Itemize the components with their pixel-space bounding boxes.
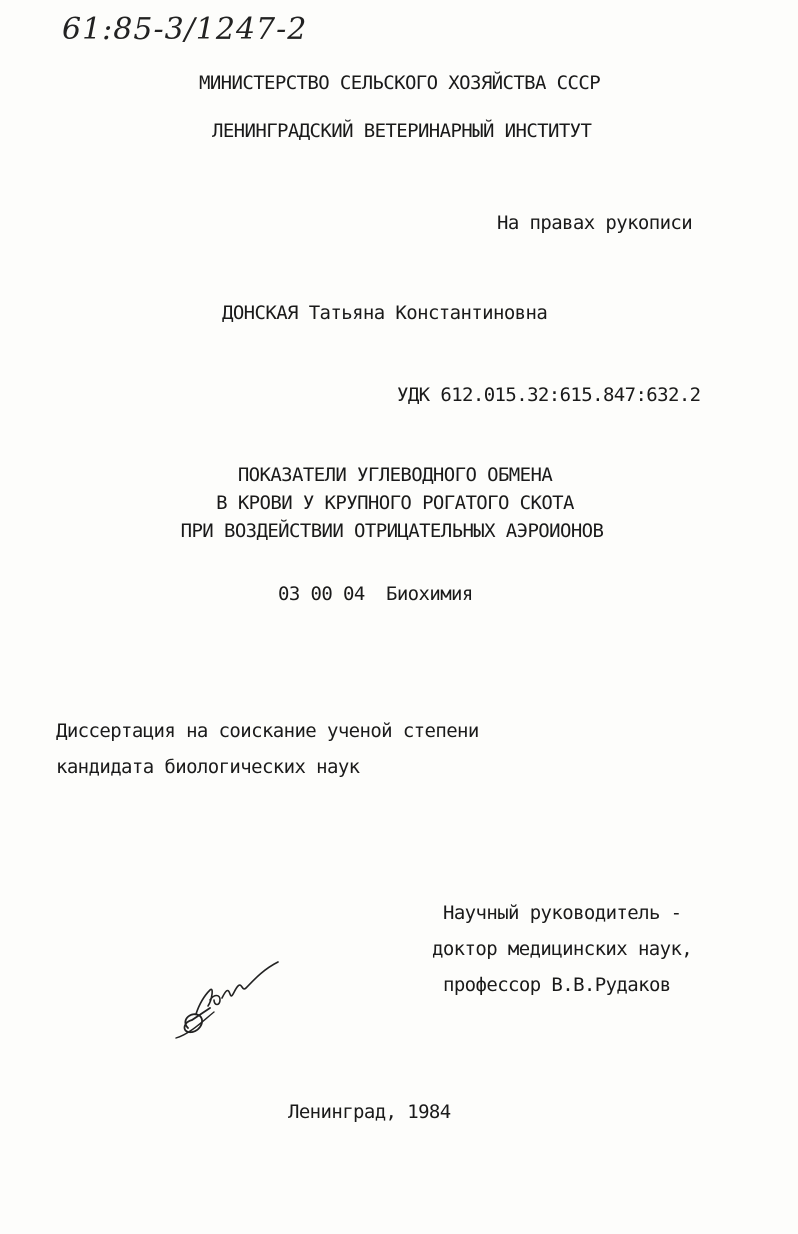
archive-code-handwritten: 61:85-3/1247-2 — [62, 12, 308, 47]
dissertation-title-line-2: В КРОВИ У КРУПНОГО РОГАТОГО СКОТА — [216, 492, 574, 514]
supervisor-line-3: профессор В.В.Рудаков — [443, 974, 671, 996]
institute-heading: ЛЕНИНГРАДСКИЙ ВЕТЕРИНАРНЫЙ ИНСТИТУТ — [212, 120, 592, 142]
place-and-year: Ленинград, 1984 — [288, 1101, 451, 1123]
manuscript-note: На правах рукописи — [497, 212, 693, 234]
specialty-code: 03 00 04 — [278, 583, 365, 605]
author-name: ДОНСКАЯ Татьяна Константиновна — [222, 302, 548, 324]
ministry-heading: МИНИСТЕРСТВО СЕЛЬСКОГО ХОЗЯЙСТВА СССР — [199, 72, 601, 94]
degree-line-1: Диссертация на соискание ученой степени — [56, 720, 479, 742]
signature-image — [170, 950, 290, 1045]
degree-line-2: кандидата биологических наук — [56, 756, 360, 778]
specialty-name: Биохимия — [386, 583, 473, 605]
dissertation-title-line-3: ПРИ ВОЗДЕЙСТВИИ ОТРИЦАТЕЛЬНЫХ АЭРОИОНОВ — [180, 520, 604, 542]
udc-code: УДК 612.015.32:615.847:632.2 — [397, 384, 701, 406]
dissertation-title-line-1: ПОКАЗАТЕЛИ УГЛЕВОДНОГО ОБМЕНА — [237, 464, 553, 486]
supervisor-line-1: Научный руководитель - — [443, 902, 682, 924]
supervisor-line-2: доктор медицинских наук, — [432, 938, 693, 960]
